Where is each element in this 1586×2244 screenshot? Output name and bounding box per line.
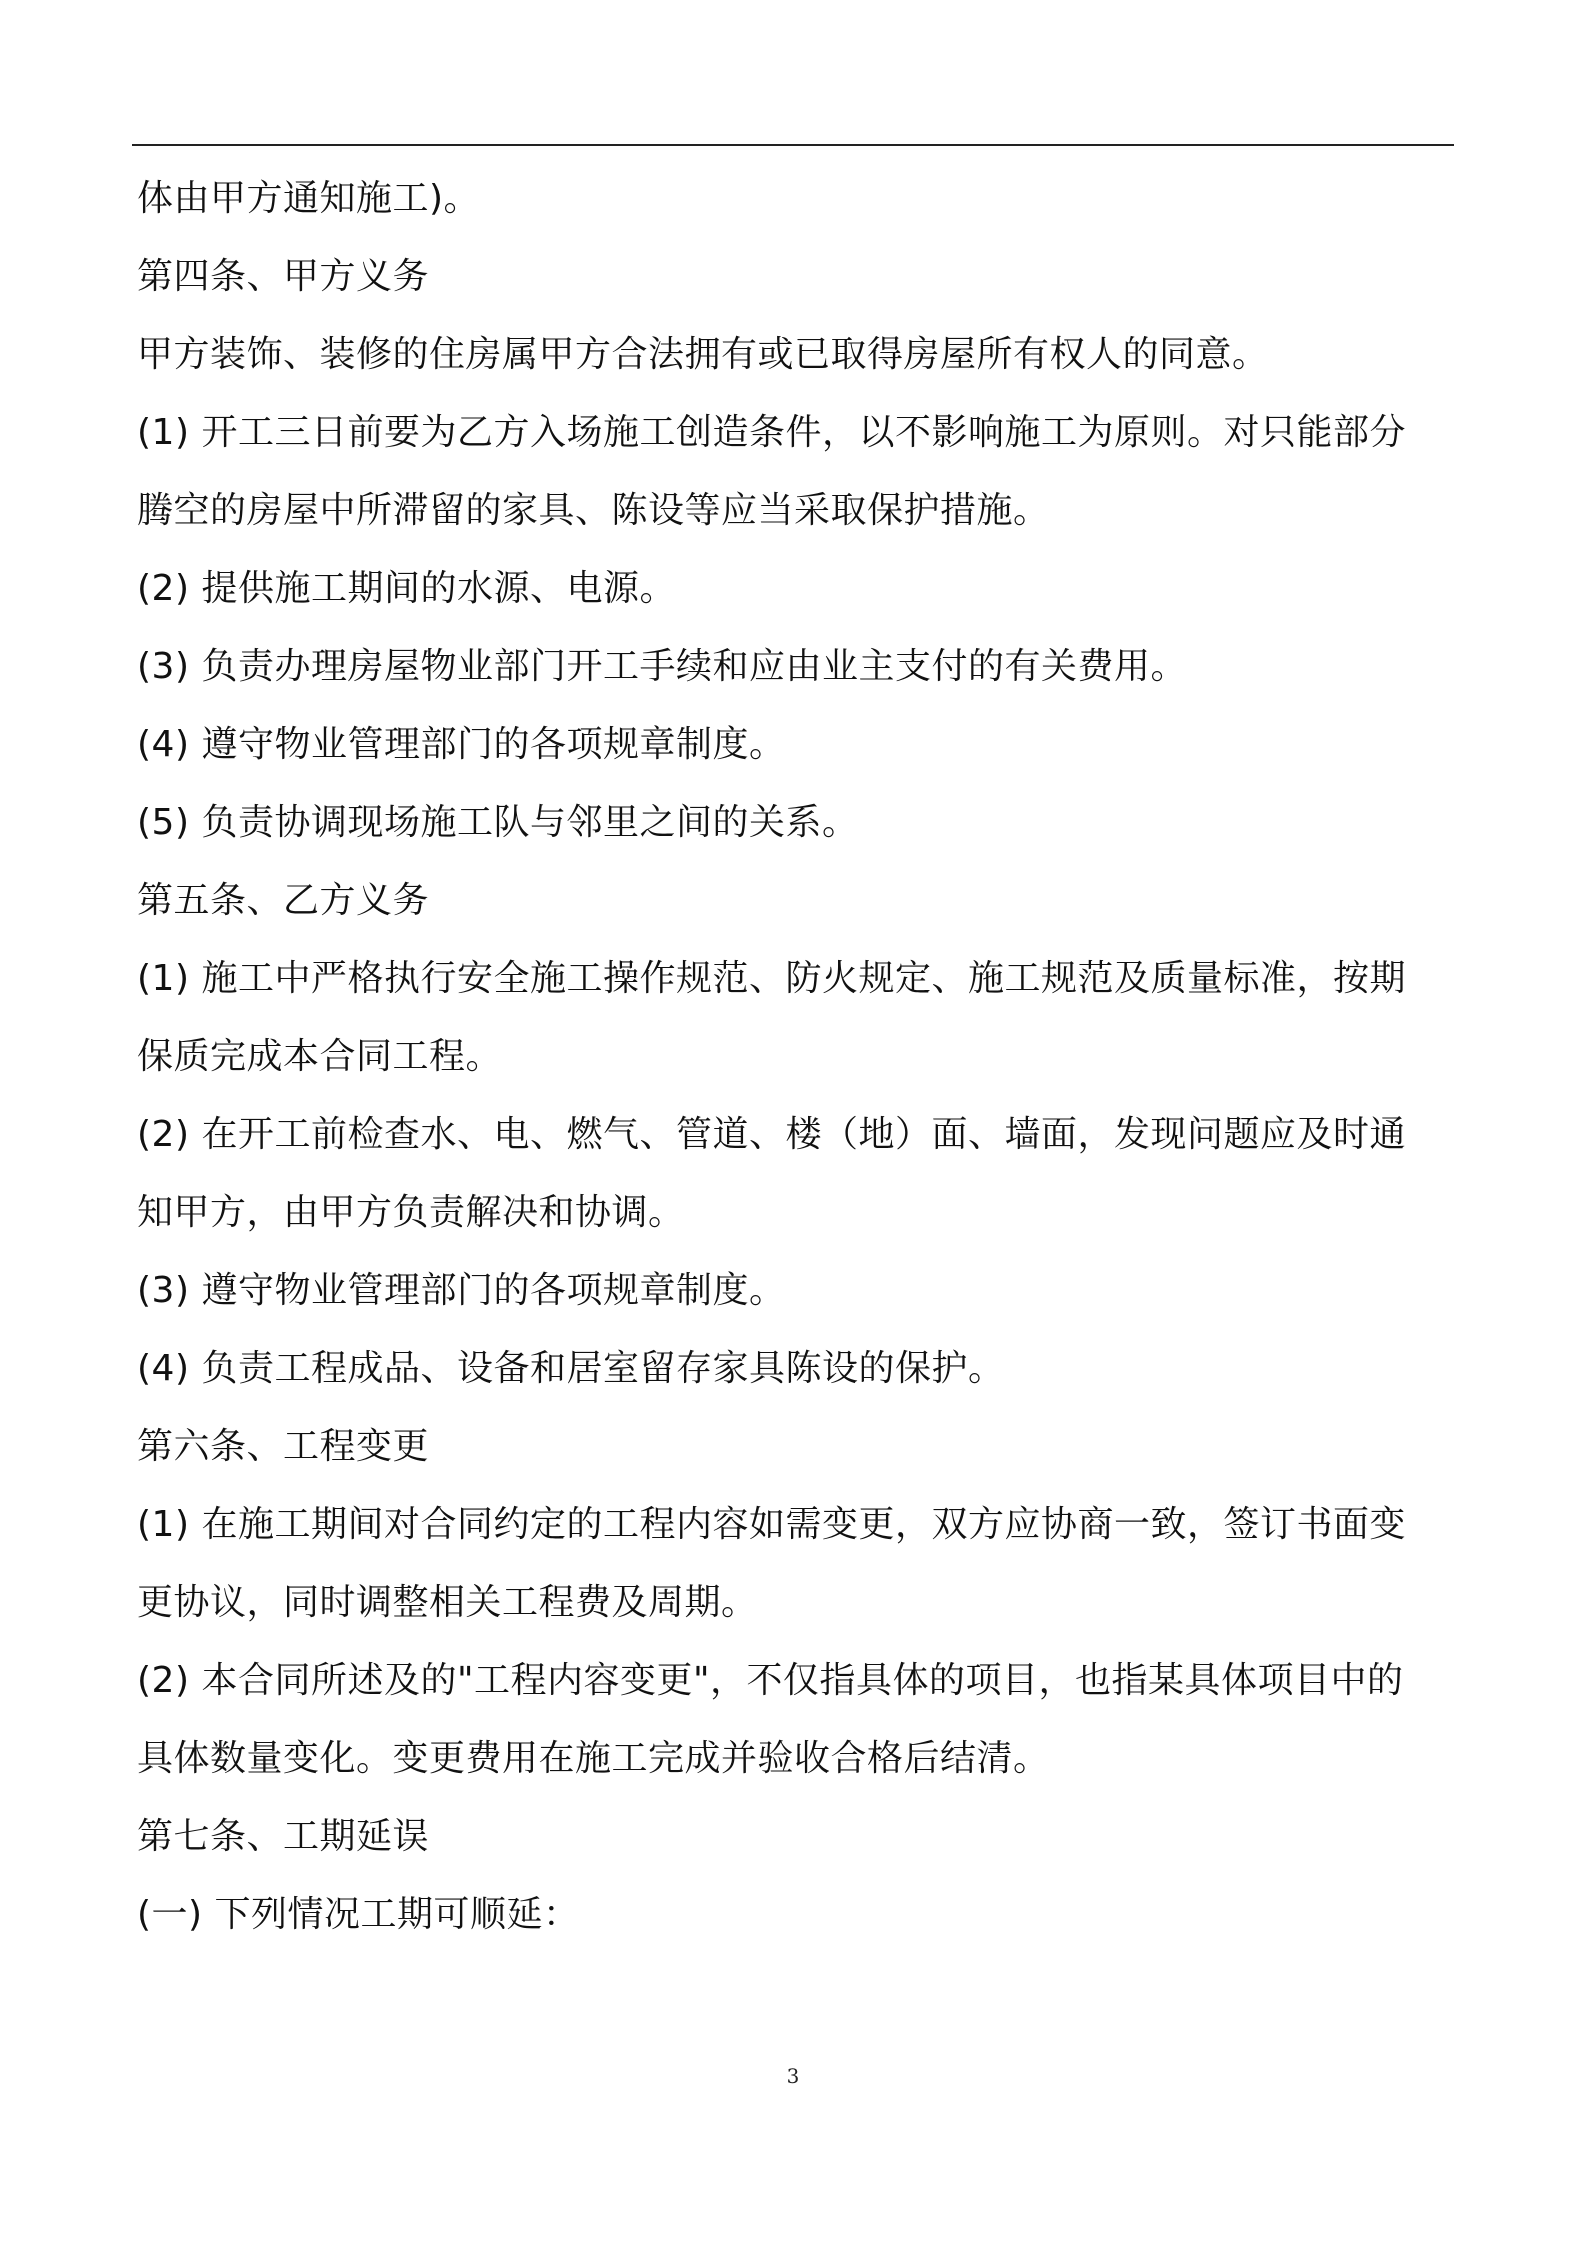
page-number: 3 (786, 2064, 800, 2088)
section-heading: 第五条、乙方义务 (137, 880, 430, 921)
text-line: 体由甲方通知施工)。 (137, 178, 481, 219)
list-item: (2) 本合同所述及的"工程内容变更"，不仅指具体的项目，也指某具体项目中的 (137, 1660, 1404, 1701)
text-line: 甲方装饰、装修的住房属甲方合法拥有或已取得房屋所有权人的同意。 (137, 334, 1269, 375)
list-item: (2) 在开工前检查水、电、燃气、管道、楼（地）面、墙面，发现问题应及时通 (137, 1114, 1406, 1155)
header-rule (132, 144, 1454, 146)
section-heading: 第四条、甲方义务 (137, 256, 430, 297)
list-item: (5) 负责协调现场施工队与邻里之间的关系。 (137, 802, 859, 843)
section-heading: 第七条、工期延误 (137, 1816, 430, 1857)
list-item: (2) 提供施工期间的水源、电源。 (137, 568, 676, 609)
list-item: (一) 下列情况工期可顺延： (137, 1894, 580, 1935)
text-line: 知甲方，由甲方负责解决和协调。 (137, 1192, 685, 1233)
list-item: (4) 遵守物业管理部门的各项规章制度。 (137, 724, 786, 765)
document-body (137, 160, 1454, 1954)
text-line: 保质完成本合同工程。 (137, 1036, 503, 1077)
text-line: 具体数量变化。变更费用在施工完成并验收合格后结清。 (137, 1738, 1050, 1779)
section-heading: 第六条、工程变更 (137, 1426, 430, 1467)
list-item: (3) 负责办理房屋物业部门开工手续和应由业主支付的有关费用。 (137, 646, 1187, 687)
list-item: (1) 在施工期间对合同约定的工程内容如需变更，双方应协商一致，签订书面变 (137, 1504, 1406, 1545)
list-item: (3) 遵守物业管理部门的各项规章制度。 (137, 1270, 786, 1311)
text-line: 腾空的房屋中所滞留的家具、陈设等应当采取保护措施。 (137, 490, 1050, 531)
text-line: 更协议，同时调整相关工程费及周期。 (137, 1582, 758, 1623)
list-item: (1) 开工三日前要为乙方入场施工创造条件，以不影响施工为原则。对只能部分 (137, 412, 1406, 453)
list-item: (1) 施工中严格执行安全施工操作规范、防火规定、施工规范及质量标准，按期 (137, 958, 1406, 999)
list-item: (4) 负责工程成品、设备和居室留存家具陈设的保护。 (137, 1348, 1005, 1389)
